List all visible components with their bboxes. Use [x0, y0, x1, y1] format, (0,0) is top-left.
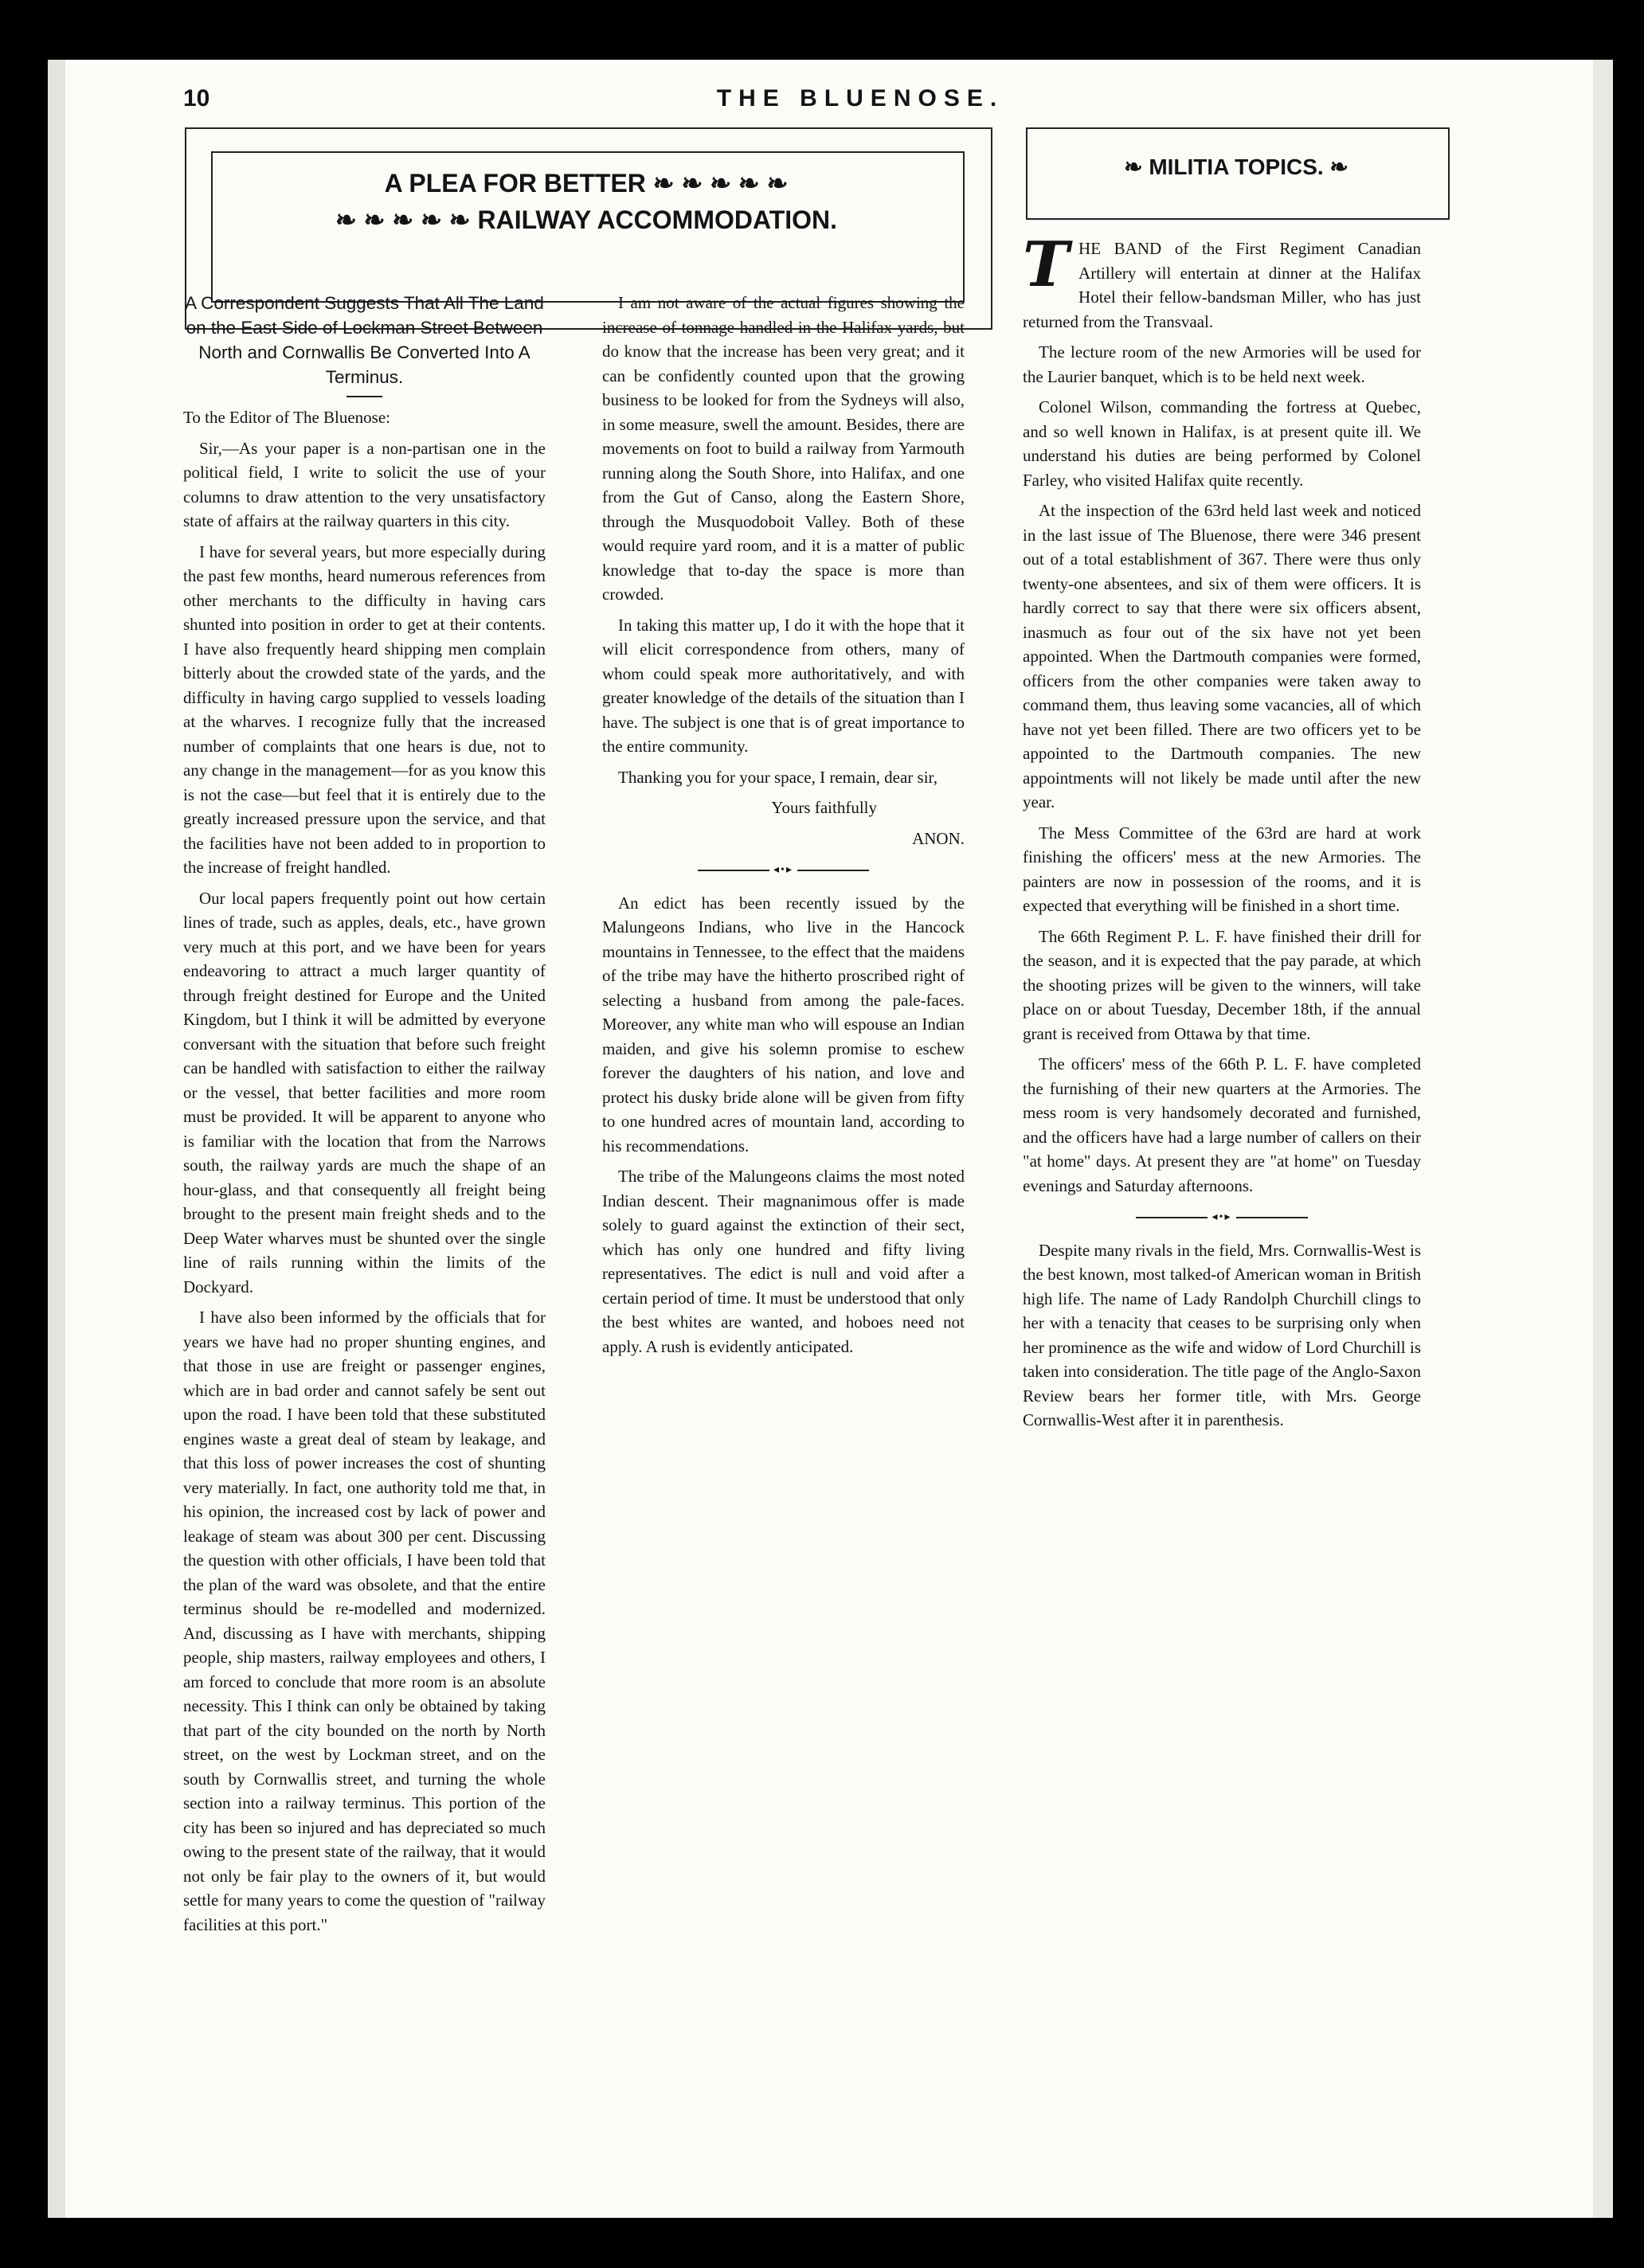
plea-salutation: To the Editor of The Bluenose:	[183, 408, 391, 427]
malungeons-paragraph: The tribe of the Malungeons claims the most noted Indian descent. Their magnanimous offer is made solely to guard against the extinction of their sect, which has only one hundred and fifty living representatives. The edict is null and void after a certain period of time. It must be understood that only the best whites are wanted, and hoboes need not apply. A rush is evidently anticipated.	[602, 1167, 965, 1356]
divider-rule	[346, 396, 382, 397]
newspaper-page	[48, 60, 1613, 2218]
ornament-line	[1236, 1217, 1308, 1218]
column-1	[183, 291, 546, 1943]
ornament-glyph: ◂•▸	[773, 864, 793, 876]
militia-paragraph: The lecture room of the new Armories will be used for the Laurier banquet, which is to be held next week.	[1023, 342, 1421, 386]
plea-paragraph: Sir,—As your paper is a non-partisan one in the political field, I write to solicit the use of your columns to draw attention to the very unsatisfactory state of affairs at the railway quarters in this city.	[183, 438, 546, 530]
drop-cap: T	[1023, 229, 1070, 301]
militia-article-title: ❧ MILITIA TOPICS. ❧	[1124, 154, 1348, 179]
plea-paragraph: I have for several years, but more especially during the past few months, heard numerous references from other merchants to the difficulty in having cars shunted into position in order to get at their contents. I have also frequently heard shipping men complain bitterly about the crowded state of the yards, and the difficulty in having cargo supplied to vessels loading at the wharves. I recognize fully that the increased number of complaints that one hears is due, not to any change in the management—for as you know this is not the case—but feel that it is entirely due to the greatly increased pressure upon the service, and that the facilities have not been added to in proportion to the increase of freight handled.	[183, 542, 546, 877]
cornwallis-paragraph: Despite many rivals in the field, Mrs. Cornwallis-West is the best known, most talked-of American woman in British high life. The name of Lady Randolph Churchill clings to her with a tenacity that ceases to be surprising only when her prominence as the wife and widow of Lord Churchill is taken into consideration. The title page of the Anglo-Saxon Review bears her former title, with Mrs. George Cornwallis-West after it in parenthesis.	[1023, 1240, 1421, 1429]
ornament-glyph: ◂•▸	[1211, 1211, 1232, 1223]
militia-paragraph: At the inspection of the 63rd held last week and noticed in the last issue of The Bluenose, there were 346 present out of a total establishment of 367. There were thus only twenty-one absentees, and six of them were officers. It is hardly correct to say that there were six officers absent, inasmuch as four out of the six have not yet been appointed. When the Dartmouth companies were formed, officers from the other companies were taken away to command them, thus leaving some vacancies, all of which have not yet been filled. There are two officers yet to be appointed to the Dartmouth companies. The new appointments will not likely be made until after the new year.	[1023, 501, 1421, 811]
page-gutter-shade	[48, 60, 65, 2218]
plea-paragraph: Our local papers frequently point out how certain lines of trade, such as apples, deals, etc., have grown very much at this port, and we have been for years endeavoring to attract a much larger quantity of through freight destined for Europe and the United Kingdom, but I think it will be admitted by everyone conversant with the situation that before such freight can be handled with satisfaction to either the railway or the vessel, that better facilities and more room must be provided. It will be apparent to anyone who is familiar with the location that from the Narrows south, the railway yards are much the shape of an hour-glass, and that consequently all freight being brought to the present main freight sheds and to the Deep Water wharves must be shunted over the single line of rails running within the limits of the Dockyard.	[183, 888, 546, 1296]
militia-paragraph: The 66th Regiment P. L. F. have finished their drill for the season, and it is expected that the pay parade, at which the shooting prizes will be given to the winners, will take place on or about Tuesday, December 18th, if the annual grant is received from Ottawa by that time.	[1023, 926, 1421, 1043]
plea-paragraph: In taking this matter up, I do it with the hope that it will elicit correspondence from others, many of whom could speak more authoritatively, and with greater knowledge of the details of the situation than I have. The subject is one that is of great importance to the entire community.	[602, 615, 965, 756]
page-edge-strip	[1593, 60, 1613, 2218]
malungeons-paragraph: An edict has been recently issued by the Malungeons Indians, who live in the Hancock mountains in Tennessee, to the effect that the maidens of the tribe may have the hitherto proscribed right of selecting a husband from among the pale-faces. Moreover, any white man who will espouse an Indian maiden, and give his solemn promise to eschew forever the daughters of his nation, and love and protect his dusky bride alone will be given from fifty to one hundred acres of mountain land, according to his recommendations.	[602, 893, 965, 1156]
plea-paragraph: Thanking you for your space, I remain, dear sir,	[618, 767, 937, 787]
page-number: 10	[183, 85, 210, 111]
plea-title-line-2: ❧ ❧ ❧ ❧ ❧ RAILWAY ACCOMMODATION.	[335, 205, 838, 234]
militia-paragraph: The Mess Committee of the 63rd are hard at work finishing the officers' mess at the new Armories. The painters are now in possession of the rooms, and it is expected that everything will be finished in a short time.	[1023, 823, 1421, 915]
militia-paragraph: The officers' mess of the 66th P. L. F. have completed the furnishing of their new quarters at the Armories. The mess room is very handsomely decorated and furnished, and the officers have had a large number of callers on their "at home" days. At present they are "at home" on Tuesday evenings and Saturday afternoons.	[1023, 1054, 1421, 1195]
plea-paragraph: I am not aware of the actual figures showing the increase of tonnage handled in the Halifax yards, but do know that the increase has been very great; and it can be confidently counted upon that the growing business to be looked for from the Sydneys will also, in some measure, swell the amount. Besides, there are movements on foot to build a railway from Yarmouth running along the South Shore, into Halifax, and one from the Gut of Canso, along the Eastern Shore, through the Musquodoboit Valley. Both of these would require yard room, and it is a matter of public knowledge that to-day the space is more than crowded.	[602, 293, 965, 604]
ornament-divider	[602, 858, 965, 883]
masthead: THE BLUENOSE.	[716, 85, 1004, 111]
plea-subheading: A Correspondent Suggests That All The Land on the East Side of Lockman Street Between North and Cornwallis Be Converted Into A Terminus.	[185, 293, 544, 387]
militia-paragraph: Colonel Wilson, commanding the fortress at Quebec, and so well known in Halifax, is at present quite ill. We understand his duties are being performed by Colonel Farley, who visited Halifax quite recently.	[1023, 397, 1421, 490]
ornament-line	[698, 870, 769, 871]
plea-signature: ANON.	[912, 828, 965, 848]
ornament-line	[1136, 1217, 1208, 1218]
column-3	[1023, 229, 1421, 1439]
plea-title-line-1: A PLEA FOR BETTER ❧ ❧ ❧ ❧ ❧	[384, 169, 789, 197]
plea-paragraph: I have also been informed by the officials that for years we have had no proper shunting engines, and that those in use are freight or passenger engines, which are in bad order and cannot safely be sent out upon the road. I have been told that these substituted engines waste a great deal of steam by leakage, and that this loss of power increases the cost of shunting very materially. In fact, one authority told me that, in his opinion, the increased cost by lack of power and leakage of steam was about 300 per cent. Discussing the question with other officials, I have been told that the plan of the ward was obsolete, and that the entire terminus should be re-modelled and modernized. And, discussing as I have with merchants, shipping people, ship masters, railway employees and others, I am forced to conclude that more room is an absolute necessity. This I think can only be obtained by taking that part of the city bounded on the north by North street, on the west by Lockman street, and on the south by Cornwallis street, and turning the whole section into a railway terminus. This portion of the city has been so injured and has depreciated so much owing to the present state of the railway, that it would not only be fair play to the owners of it, but would settle for many years to come the question of "railway facilities at this port."	[183, 1308, 546, 1934]
militia-lead-text: HE BAND of the First Regiment Canadian Artillery will entertain at dinner at the Halifax Hotel their fellow-bandsman Miller, who has just returned from the Transvaal.	[1023, 239, 1421, 331]
ornament-divider	[1023, 1206, 1421, 1230]
militia-lead-paragraph	[1023, 229, 1421, 334]
column-2	[602, 291, 965, 1365]
plea-closing: Yours faithfully	[771, 798, 877, 817]
ornament-line	[797, 870, 869, 871]
plea-article-title	[211, 165, 961, 238]
